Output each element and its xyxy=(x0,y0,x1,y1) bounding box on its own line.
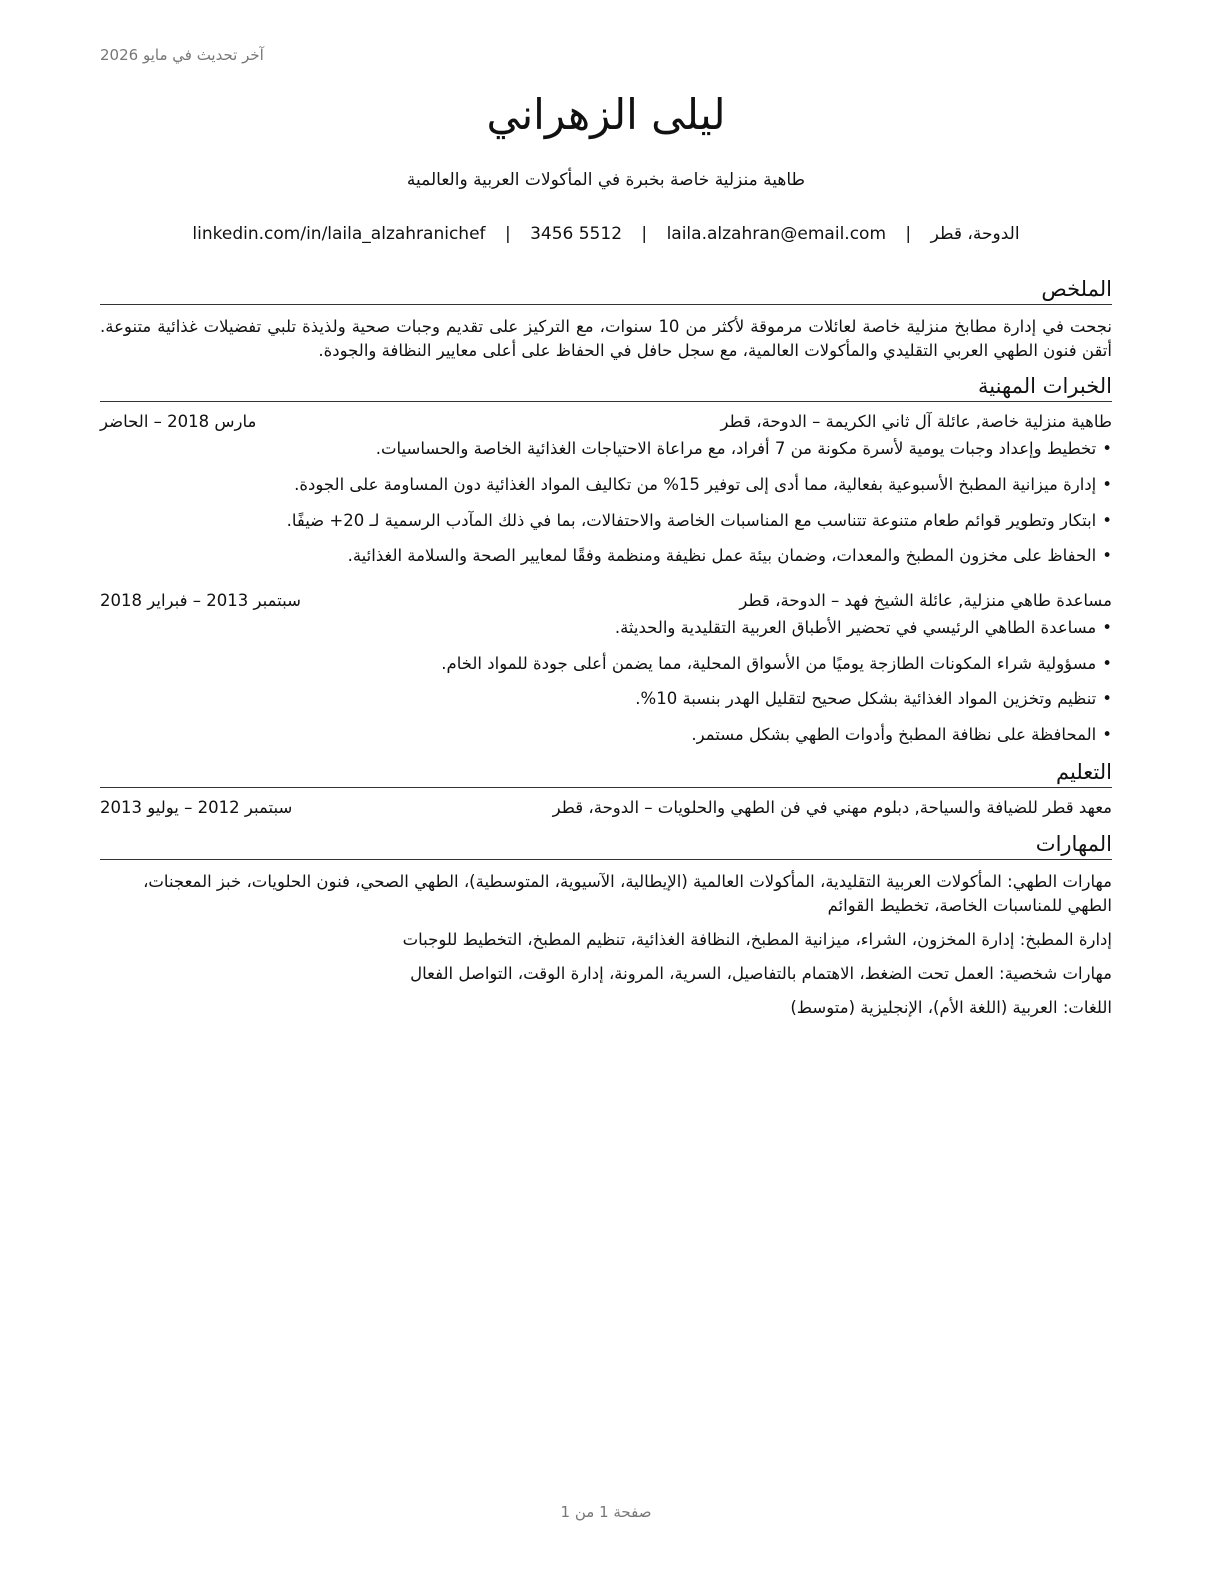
contact-separator: | xyxy=(504,224,511,244)
skill-line: مهارات شخصية: العمل تحت الضغط، الاهتمام بالتفاصيل، السرية، المرونة، إدارة الوقت، التواصل الفعال xyxy=(410,963,1112,983)
skills-list xyxy=(100,870,1112,1020)
education-section xyxy=(100,759,1112,821)
skill-line: اللغات: العربية (اللغة الأم)، الإنجليزية (متوسط) xyxy=(790,997,1112,1017)
education-dates: سبتمبر 2012 – يوليو 2013 xyxy=(100,798,293,818)
job-bullet: • مساعدة الطاهي الرئيسي في تحضير الأطباق العربية التقليدية والحديثة. xyxy=(100,616,1112,641)
summary-title: الملخص xyxy=(100,276,1112,305)
job-header xyxy=(100,410,1112,435)
candidate-tagline: طاهية منزلية خاصة بخبرة في المأكولات العربية والعالمية xyxy=(406,170,806,190)
contact-phone[interactable]: 3456 5512 xyxy=(530,224,623,244)
candidate-name: ليلى الزهراني xyxy=(486,90,726,139)
job-entry xyxy=(100,410,1112,569)
summary-text: نجحت في إدارة مطابخ منزلية خاصة لعائلات مرموقة لأكثر من 10 سنوات، مع التركيز على تقديم وجبات صحية ولذيذة تلبي تفضيلات غذائية متنوعة. أتقن فنون الطهي العربي التقليدي والمأكولات العالمية، مع سجل حافل في الحفاظ على أعلى معايير النظافة والجودة. xyxy=(100,317,1112,361)
skill-line: مهارات الطهي: المأكولات العربية التقليدية، المأكولات العالمية (الإيطالية، الآسيوية، المتوسطية)، الطهي الصحي، فنون الحلويات، خبز المعجنات، الطهي للمناسبات الخاصة، تخطيط القوائم xyxy=(143,872,1112,916)
job-bullet: • الحفاظ على مخزون المطبخ والمعدات، وضمان بيئة عمل نظيفة ومنظمة وفقًا لمعايير الصحة والسلامة الغذائية. xyxy=(100,544,1112,569)
education-title: التعليم xyxy=(100,759,1112,788)
job-bullet: • إدارة ميزانية المطبخ الأسبوعية بفعالية، مما أدى إلى توفير 15% من تكاليف المواد الغذائية دون المساومة على الجودة. xyxy=(100,473,1112,498)
job-header xyxy=(100,589,1112,614)
job-entry xyxy=(100,589,1112,748)
resume-page xyxy=(100,0,1112,1584)
job-dates: مارس 2018 – الحاضر xyxy=(100,412,257,432)
contact-email[interactable]: laila.alzahran@email.com xyxy=(666,224,887,244)
experience-title: الخبرات المهنية xyxy=(100,373,1112,402)
summary-section xyxy=(100,276,1112,363)
contact-location: الدوحة، قطر xyxy=(930,224,1020,244)
job-bullets xyxy=(100,437,1112,569)
experience-section xyxy=(100,373,1112,748)
last-updated-note: آخر تحديث في مايو 2026 xyxy=(100,46,264,64)
job-bullet: • تنظيم وتخزين المواد الغذائية بشكل صحيح لتقليل الهدر بنسبة 10%. xyxy=(100,687,1112,712)
contact-line xyxy=(100,224,1112,244)
job-title: مساعدة طاهي منزلية, عائلة الشيخ فهد – الدوحة، قطر xyxy=(739,591,1112,611)
page-number: صفحة 1 من 1 xyxy=(560,1503,652,1521)
resume-body xyxy=(100,276,1112,1030)
job-title: طاهية منزلية خاصة, عائلة آل ثاني الكريمة – الدوحة، قطر xyxy=(720,412,1112,432)
job-bullets xyxy=(100,616,1112,748)
job-dates: سبتمبر 2013 – فبراير 2018 xyxy=(100,591,301,611)
contact-separator: | xyxy=(641,224,648,244)
job-bullet: • ابتكار وتطوير قوائم طعام متنوعة تتناسب مع المناسبات الخاصة والاحتفالات، بما في ذلك المآدب الرسمية لـ 20+ ضيفًا. xyxy=(100,509,1112,534)
skills-section xyxy=(100,831,1112,1020)
skill-line: إدارة المطبخ: إدارة المخزون، الشراء، ميزانية المطبخ، النظافة الغذائية، تنظيم المطبخ، التخطيط للوجبات xyxy=(402,929,1112,949)
job-bullet: • مسؤولية شراء المكونات الطازجة يوميًا من الأسواق المحلية، مما يضمن أعلى جودة للمواد الخام. xyxy=(100,652,1112,677)
job-bullet: • المحافظة على نظافة المطبخ وأدوات الطهي بشكل مستمر. xyxy=(100,723,1112,748)
contact-separator: | xyxy=(905,224,912,244)
education-entry xyxy=(100,796,1112,821)
education-heading: معهد قطر للضيافة والسياحة, دبلوم مهني في فن الطهي والحلويات – الدوحة، قطر xyxy=(552,798,1112,818)
skills-title: المهارات xyxy=(100,831,1112,860)
contact-linkedin[interactable]: linkedin.com/in/laila_alzahranichef xyxy=(192,224,486,244)
job-bullet: • تخطيط وإعداد وجبات يومية لأسرة مكونة من 7 أفراد، مع مراعاة الاحتياجات الغذائية الخاصة والحساسيات. xyxy=(100,437,1112,462)
